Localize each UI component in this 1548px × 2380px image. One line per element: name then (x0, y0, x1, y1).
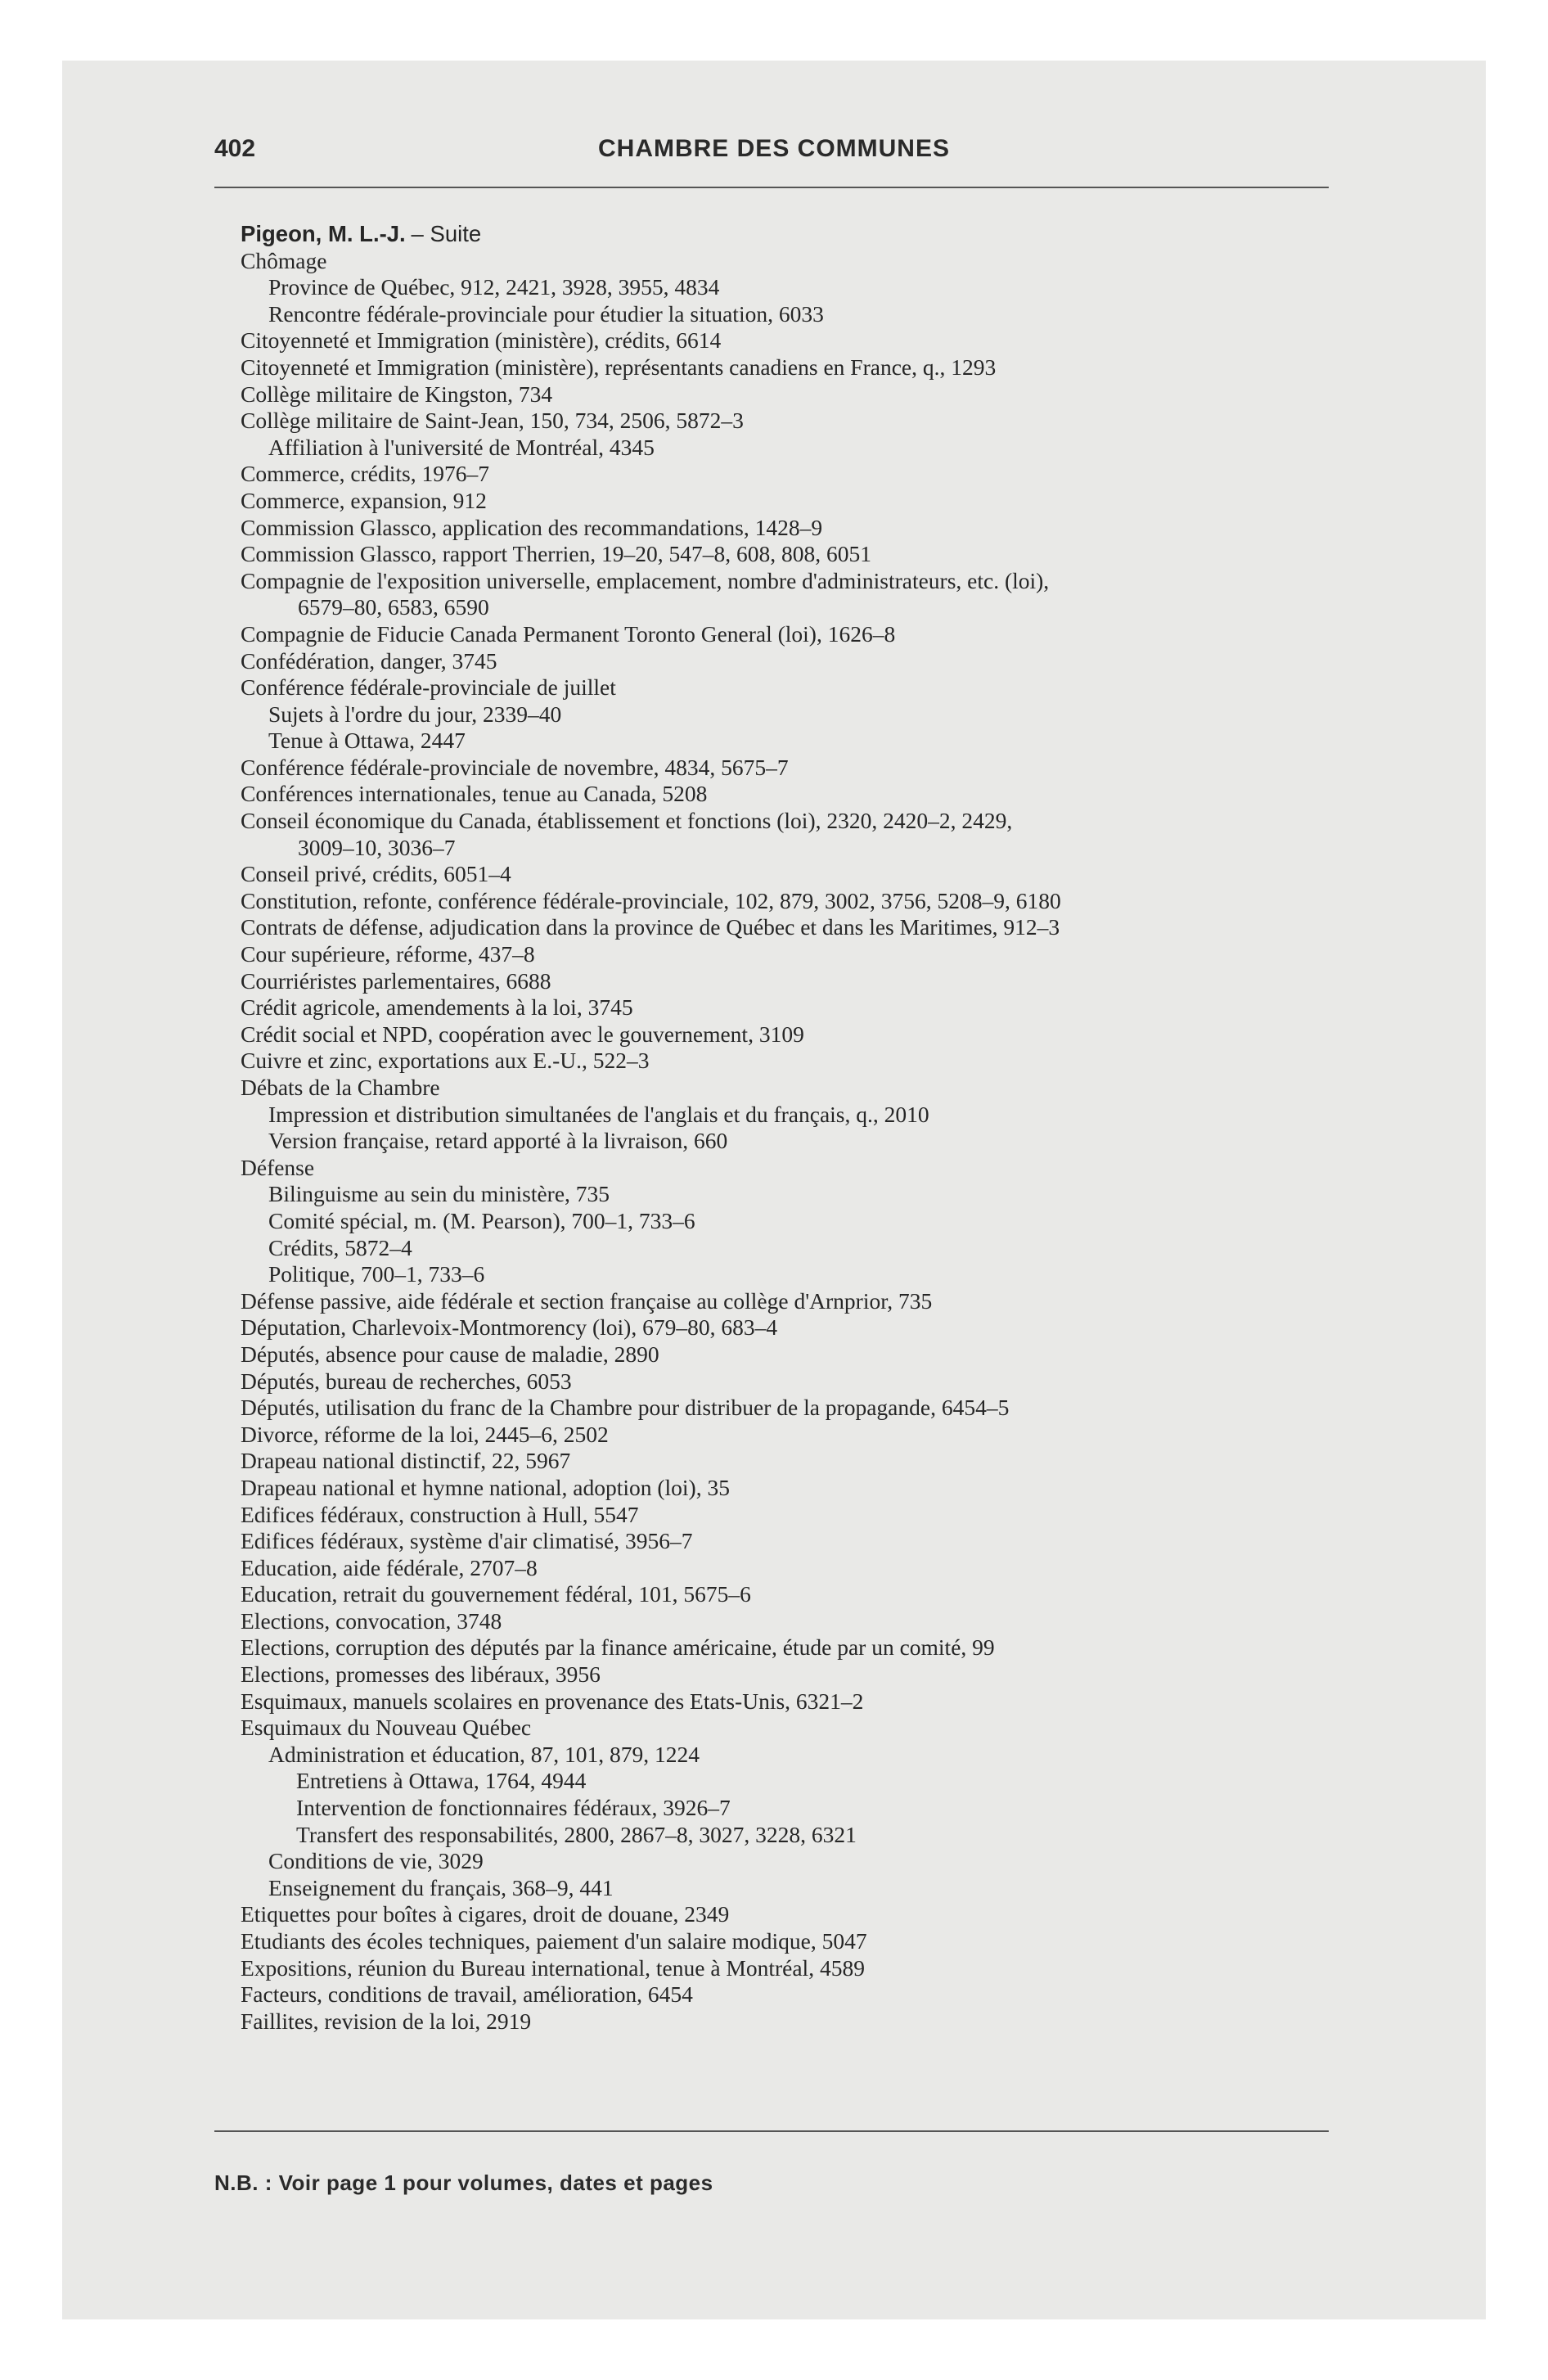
index-heading (0, 221, 1548, 248)
index-entry: Commission Glassco, rapport Therrien, 19–20, 547–8, 608, 808, 6051 (241, 541, 871, 567)
running-head: CHAMBRE DES COMMUNES (597, 135, 950, 162)
index-subsubentry: Entretiens à Ottawa, 1764, 4944 (296, 1768, 587, 1794)
index-entry: Education, retrait du gouvernement fédéral, 101, 5675–6 (241, 1581, 751, 1607)
index-entry: Education, aide fédérale, 2707–8 (241, 1554, 538, 1580)
index-entry: Etiquettes pour boîtes à cigares, droit de douane, 2349 (241, 1901, 730, 1927)
index-entry: Elections, convocation, 3748 (241, 1607, 502, 1634)
index-entry: Elections, promesses des libéraux, 3956 (241, 1661, 601, 1688)
index-subentry: Crédits, 5872–4 (268, 1234, 412, 1260)
index-entry: Elections, corruption des députés par la finance américaine, étude par un comité, 99 (241, 1634, 995, 1661)
index-subsubentry: Intervention de fonctionnaires fédéraux, 3926–7 (296, 1795, 731, 1821)
index-entry: Commerce, crédits, 1976–7 (241, 461, 489, 487)
index-entry: Divorce, réforme de la loi, 2445–6, 2502 (241, 1421, 609, 1447)
index-entry: Crédit social et NPD, coopération avec le gouvernement, 3109 (241, 1021, 804, 1047)
index-entry: Débats de la Chambre (241, 1075, 440, 1100)
index-entry: Edifices fédéraux, construction à Hull, 5547 (241, 1501, 639, 1527)
page-number: 402 (214, 135, 256, 162)
footer-rule (214, 2130, 1329, 2132)
index-entry: Conseil économique du Canada, établissement et fonctions (loi), 2320, 2420–2, 2429, (241, 808, 1013, 834)
index-entry: Facteurs, conditions de travail, amélioration, 6454 (241, 1981, 693, 2008)
index-entry: Confédération, danger, 3745 (241, 647, 497, 674)
index-subentry: Enseignement du français, 368–9, 441 (268, 1874, 614, 1900)
index-entry: Drapeau national distinctif, 22, 5967 (241, 1448, 571, 1474)
index-entry: Conférence fédérale-provinciale de juillet (241, 674, 616, 701)
index-subentry: Conditions de vie, 3029 (268, 1848, 484, 1874)
index-entry-continuation: 6579–80, 6583, 6590 (298, 594, 489, 620)
index-subentry: Administration et éducation, 87, 101, 879, 1224 (268, 1741, 700, 1767)
index-entry: Députation, Charlevoix-Montmorency (loi), 679–80, 683–4 (241, 1314, 778, 1341)
index-subentry: Rencontre fédérale-provinciale pour étudier la situation, 6033 (268, 300, 824, 327)
index-entry: Citoyenneté et Immigration (ministère), représentants canadiens en France, q., 1293 (241, 354, 997, 380)
index-entry: Conseil privé, crédits, 6051–4 (241, 861, 511, 887)
index-entry: Députés, absence pour cause de maladie, 2890 (241, 1341, 659, 1367)
index-entry: Cour supérieure, réforme, 437–8 (241, 941, 535, 967)
index-entry: Conférences internationales, tenue au Canada, 5208 (241, 781, 708, 807)
index-entries (0, 221, 1548, 2035)
index-entry: Compagnie de l'exposition universelle, emplacement, nombre d'administrateurs, etc. (loi), (241, 567, 1050, 593)
index-subentry: Bilinguisme au sein du ministère, 735 (268, 1181, 610, 1207)
footnote: N.B. : Voir page 1 pour volumes, dates et pages (214, 2170, 713, 2195)
index-subentry: Version française, retard apporté à la livraison, 660 (268, 1128, 728, 1154)
index-entry: Collège militaire de Kingston, 734 (241, 381, 553, 407)
index-entry: Commission Glassco, application des recommandations, 1428–9 (241, 514, 823, 540)
index-entry: Esquimaux du Nouveau Québec (241, 1715, 532, 1741)
index-entry: Défense passive, aide fédérale et section française au collège d'Arnprior, 735 (241, 1287, 933, 1314)
index-subentry: Sujets à l'ordre du jour, 2339–40 (268, 701, 562, 727)
index-subentry: Province de Québec, 912, 2421, 3928, 3955, 4834 (268, 274, 720, 300)
index-entry: Etudiants des écoles techniques, paiement d'un salaire modique, 5047 (241, 1928, 867, 1954)
index-entry: Contrats de défense, adjudication dans la province de Québec et dans les Maritimes, 912–3 (241, 914, 1060, 940)
index-entry: Courriéristes parlementaires, 6688 (241, 967, 551, 994)
index-entry: Edifices fédéraux, système d'air climatisé, 3956–7 (241, 1528, 693, 1554)
index-entry: Défense (241, 1154, 315, 1180)
index-entry: Crédit agricole, amendements à la loi, 3745 (241, 994, 633, 1021)
index-entry: Cuivre et zinc, exportations aux E.-U., 522–3 (241, 1048, 650, 1074)
index-entry: Collège militaire de Saint-Jean, 150, 734, 2506, 5872–3 (241, 408, 744, 434)
index-subentry: Impression et distribution simultanées de l'anglais et du français, q., 2010 (268, 1101, 929, 1127)
index-entry: Commerce, expansion, 912 (241, 487, 487, 513)
index-entry: Députés, bureau de recherches, 6053 (241, 1368, 572, 1394)
index-entry: Drapeau national et hymne national, adoption (loi), 35 (241, 1474, 730, 1500)
index-entry: Expositions, réunion du Bureau international, tenue à Montréal, 4589 (241, 1954, 865, 1981)
index-entry: Esquimaux, manuels scolaires en provenance des Etats-Unis, 6321–2 (241, 1688, 864, 1714)
index-entry: Constitution, refonte, conférence fédérale-provinciale, 102, 879, 3002, 3756, 5208–9, 6180 (241, 887, 1061, 913)
index-subentry: Politique, 700–1, 733–6 (268, 1261, 485, 1287)
header-rule (214, 187, 1329, 188)
index-entry: Faillites, revision de la loi, 2919 (241, 2008, 532, 2034)
index-heading-name: Pigeon, M. L.-J. (241, 221, 406, 246)
index-entry: Citoyenneté et Immigration (ministère), crédits, 6614 (241, 327, 722, 354)
index-subentry: Affiliation à l'université de Montréal, 4345 (268, 434, 655, 460)
index-heading-suffix: – Suite (411, 221, 482, 246)
index-entry-continuation: 3009–10, 3036–7 (298, 834, 456, 860)
index-entry: Chômage (241, 247, 327, 273)
index-subsubentry: Transfert des responsabilités, 2800, 2867–8, 3027, 3228, 6321 (296, 1821, 857, 1847)
index-entry: Compagnie de Fiducie Canada Permanent Toronto General (loi), 1626–8 (241, 620, 896, 647)
index-subentry: Comité spécial, m. (M. Pearson), 700–1, 733–6 (268, 1207, 695, 1233)
index-subentry: Tenue à Ottawa, 2447 (268, 728, 466, 754)
index-entry: Conférence fédérale-provinciale de novembre, 4834, 5675–7 (241, 754, 789, 780)
index-entry: Députés, utilisation du franc de la Chambre pour distribuer de la propagande, 6454–5 (241, 1395, 1010, 1421)
